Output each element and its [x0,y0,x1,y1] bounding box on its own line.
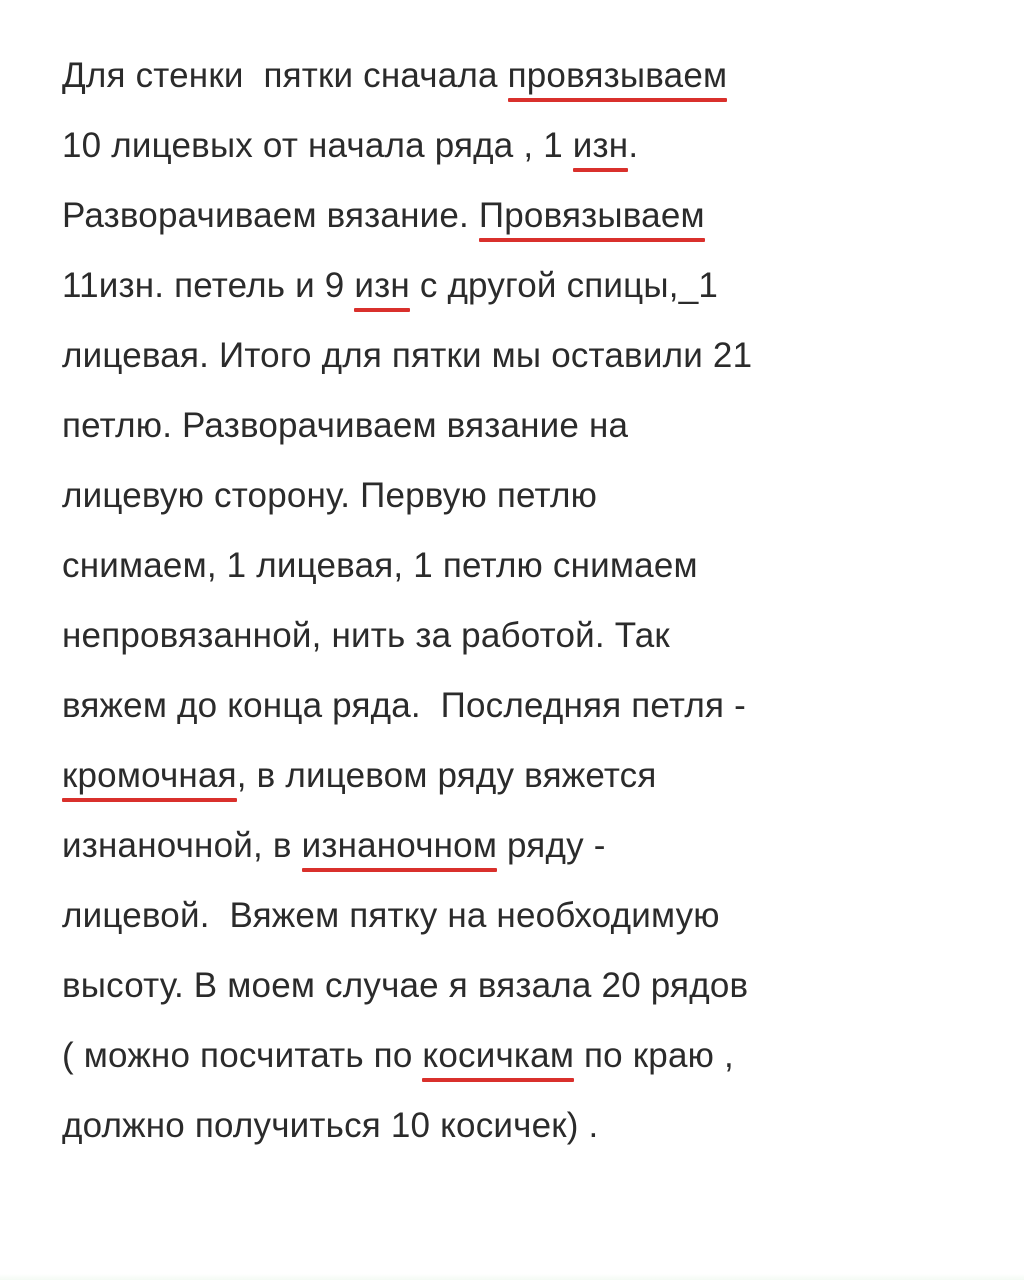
text-segment: с другой спицы,_1 [409,266,719,305]
text-segment: 10 лицевых от начала ряда , 1 [62,126,573,165]
text-line [62,678,982,748]
text-line [62,188,982,258]
text-segment: Разворачиваем вязание. [62,196,479,235]
text-segment: петлю. Разворачиваем вязание на [62,406,629,445]
text-segment: снимаем, 1 лицевая, 1 петлю снимаем [62,546,698,585]
text-segment: лицевая. Итого для пятки мы оставили 21 [62,336,753,375]
text-segment: ( можно посчитать по [62,1036,423,1075]
text-segment: . [628,126,639,165]
text-segment: вяжем до конца ряда. Последняя петля - [62,686,746,725]
spellcheck-flagged-word: кромочная [62,748,237,804]
spellcheck-flagged-word: провязываем [508,48,728,104]
instruction-text [62,48,982,1168]
text-segment: по краю , [574,1036,734,1075]
spellcheck-flagged-word: изн [573,118,629,174]
text-segment: 11изн. петель и 9 [62,266,355,305]
text-line [62,748,982,818]
text-segment: высоту. В моем случае я вязала 20 рядов [62,966,749,1005]
text-line [62,818,982,888]
text-segment: изнаночной, в [62,826,302,865]
text-segment: непровязанной, нить за работой. Так [62,616,670,655]
text-line [62,958,982,1028]
text-line [62,48,982,118]
text-line [62,1028,982,1098]
text-line [62,888,982,958]
spellcheck-flagged-word: изнаночном [302,818,498,874]
spellcheck-flagged-word: Провязываем [479,188,705,244]
text-line [62,118,982,188]
text-line [62,1098,982,1168]
text-line [62,468,982,538]
text-segment: Для стенки пятки сначала [62,56,508,95]
text-segment: , в лицевом ряду вяжется [236,756,657,795]
text-line [62,328,982,398]
text-segment: должно получиться 10 косичек) . [62,1106,599,1145]
text-line [62,608,982,678]
text-segment: лицевую сторону. Первую петлю [62,476,598,515]
bottom-edge [0,1274,1024,1280]
spellcheck-flagged-word: косичкам [422,1028,574,1084]
text-line [62,538,982,608]
text-segment: лицевой. Вяжем пятку на необходимую [62,896,720,935]
text-segment: ряду - [497,826,606,865]
text-line [62,398,982,468]
spellcheck-flagged-word: изн [354,258,410,314]
text-line [62,258,982,328]
